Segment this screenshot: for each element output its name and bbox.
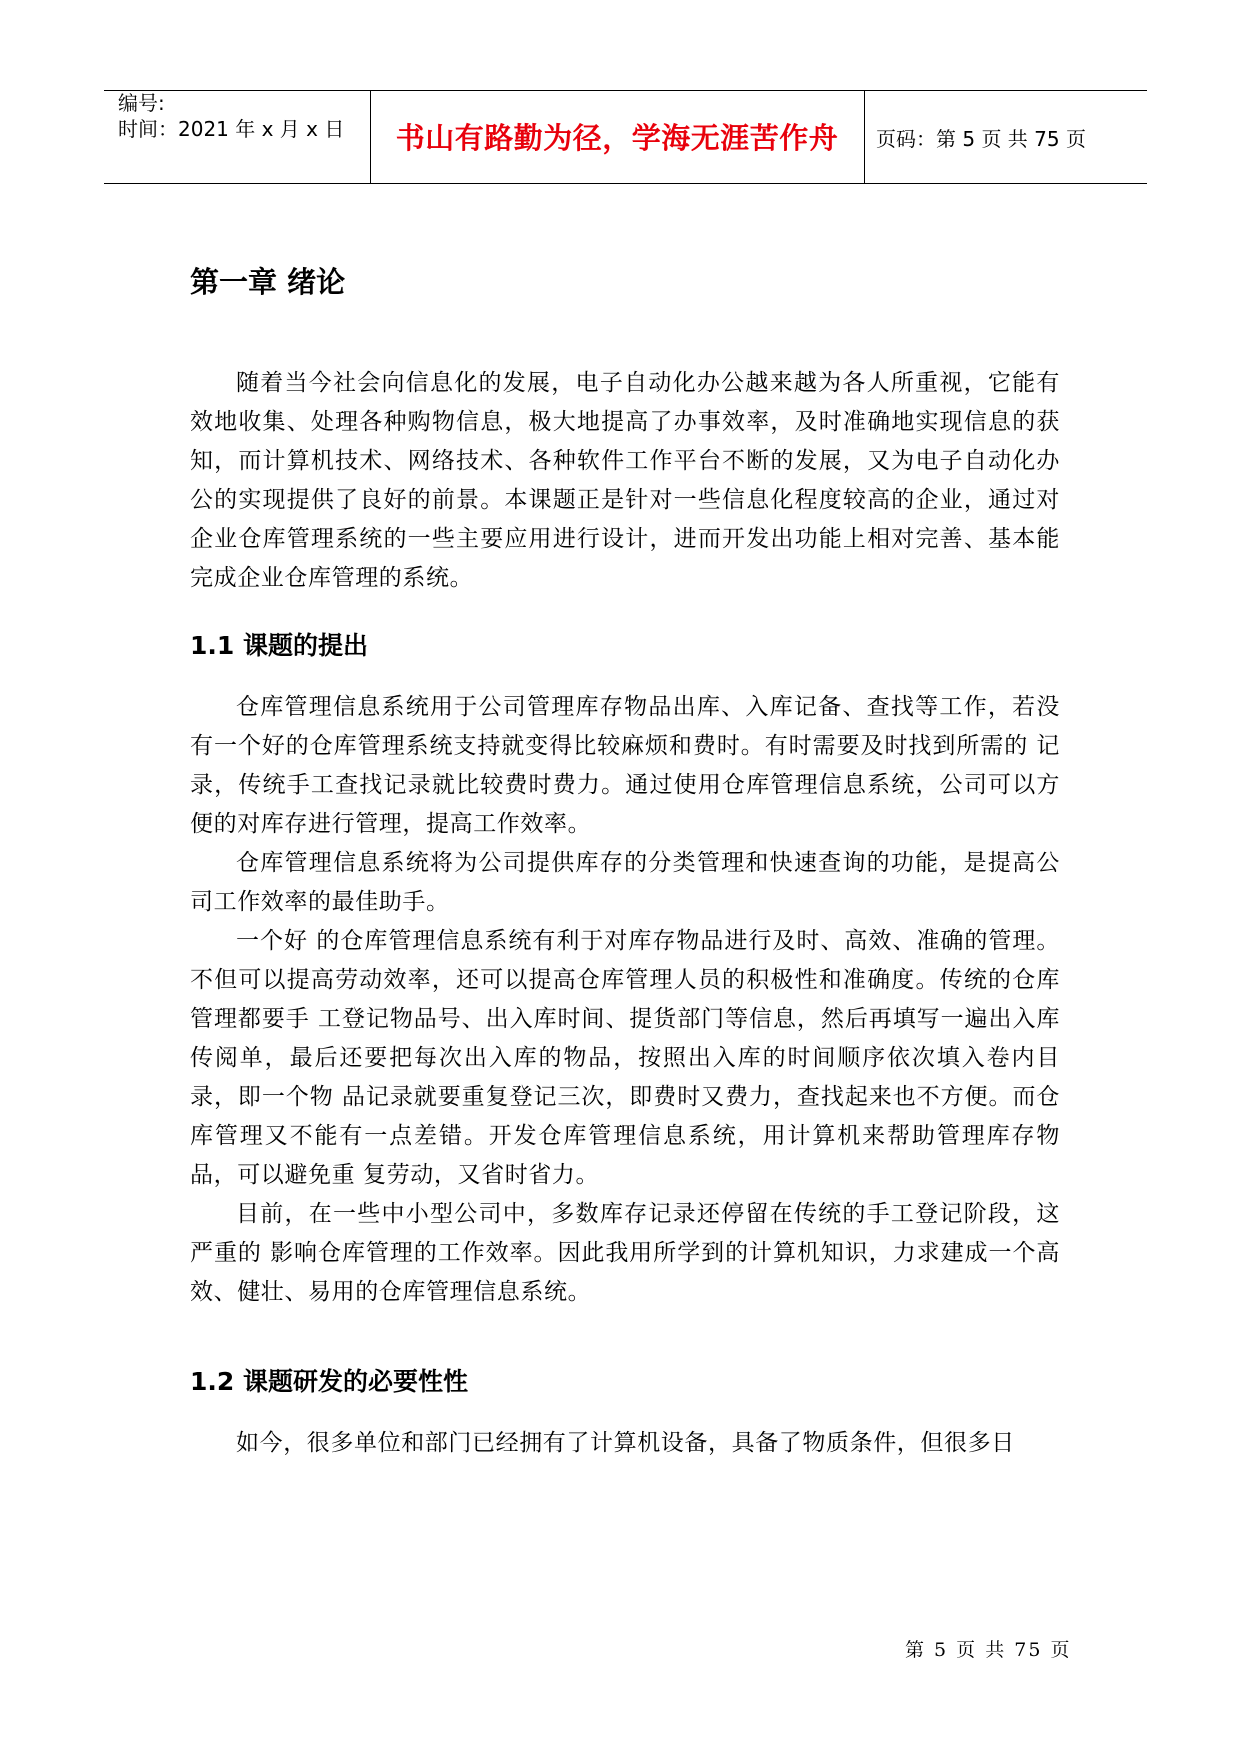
document-body xyxy=(190,262,1060,1463)
number-label: 编号: xyxy=(118,91,165,115)
paragraph: 仓库管理信息系统用于公司管理库存物品出库、入库记备、查找等工作，若没有一个好的仓库管理系统支持就变得比较麻烦和费时。有时需要及时找到所需的 记录，传统手工查找记录就比较费时费力。通过使用仓库管理信息系统，公司可以方便的对库存进行管理，提高工作效率。 xyxy=(190,694,1060,837)
section-title-1-1: 1.1 课题的提出 xyxy=(190,631,368,660)
paragraph: 仓库管理信息系统将为公司提供库存的分类管理和快速查询的功能，是提高公司工作效率的最佳助手。 xyxy=(190,850,1060,915)
motto: 书山有路勤为径，学海无涯苦作舟 xyxy=(395,121,839,155)
time-label: 时间：2021 年 x 月 x 日 xyxy=(118,117,345,141)
section-title-1-2: 1.2 课题研发的必要性性 xyxy=(190,1367,468,1396)
paragraph: 如今，很多单位和部门已经拥有了计算机设备，具备了物质条件，但很多日 xyxy=(236,1430,1015,1456)
paragraph: 一个好 的仓库管理信息系统有利于对库存物品进行及时、高效、准确的管理。不但可以提高劳动效率，还可以提高仓库管理人员的积极性和准确度。传统的仓库管理都要手 工登记物品号、出入库时间、提货部门等信息，然后再填写一遍出入库传阅单，最后还要把每次出入库的物品，按照出入库的时间顺序依次填入卷内目录，即一个物 品记录就要重复登记三次，即费时又费力，查找起来也不方便。而仓库管理又不能有一点差错。开发仓库管理信息系统，用计算机来帮助管理库存物品，可以避免重 复劳动，又省时省力。 xyxy=(190,928,1060,1188)
page-footer: 第 5 页 共 75 页 xyxy=(905,1639,1072,1661)
header-motto-cell xyxy=(370,91,865,183)
header-page-cell xyxy=(864,91,1147,183)
chapter-title: 第一章 绪论 xyxy=(190,265,346,299)
header-page-info: 页码：第 5 页 共 75 页 xyxy=(876,127,1086,151)
header-meta-cell xyxy=(104,91,371,183)
page-header xyxy=(104,90,1147,184)
paragraph: 目前，在一些中小型公司中，多数库存记录还停留在传统的手工登记阶段，这严重的 影响仓库管理的工作效率。因此我用所学到的计算机知识，力求建成一个高效、健壮、易用的仓库管理信息系统。 xyxy=(190,1201,1060,1305)
chapter-intro-paragraph: 随着当今社会向信息化的发展，电子自动化办公越来越为各人所重视，它能有效地收集、处理各种购物信息，极大地提高了办事效率，及时准确地实现信息的获知，而计算机技术、网络技术、各种软件工作平台不断的发展，又为电子自动化办公的实现提供了良好的前景。本课题正是针对一些信息化程度较高的企业，通过对企业仓库管理系统的一些主要应用进行设计，进而开发出功能上相对完善、基本能完成企业仓库管理的系统。 xyxy=(190,370,1060,591)
